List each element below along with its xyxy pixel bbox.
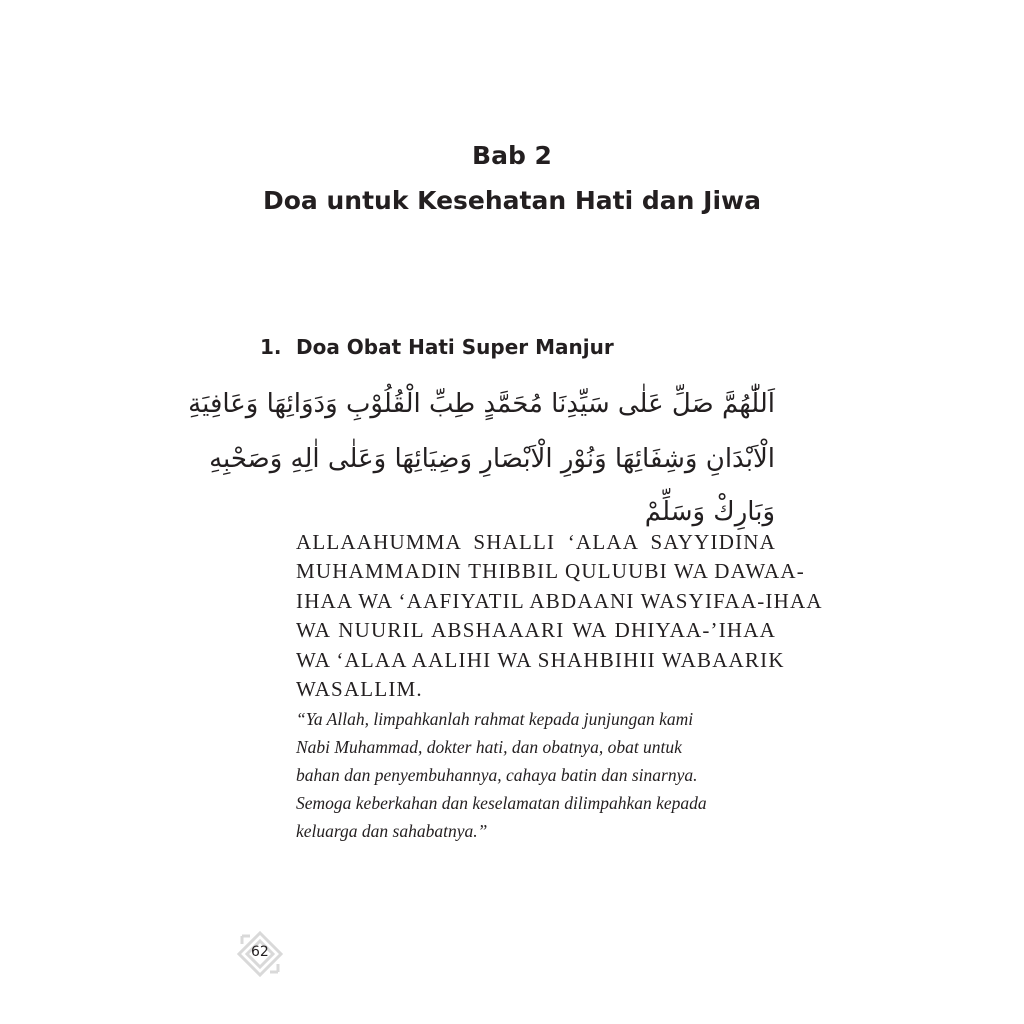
arabic-prayer-line: الْاَبْدَانِ وَشِفَائِهَا وَنُوْرِ الْاَبْصَارِ وَضِيَائِهَا وَعَلٰى اٰلِهِ وَصَحْبِهِ <box>209 444 775 474</box>
translation-line: Nabi Muhammad, dokter hati, dan obatnya, obat untuk <box>296 737 682 757</box>
chapter-title: Doa untuk Kesehatan Hati dan Jiwa <box>262 186 761 215</box>
transliteration-line: WASALLIM. <box>296 677 423 702</box>
section-number: 1. <box>260 335 282 359</box>
translation-line: bahan dan penyembuhannya, cahaya batin dan sinarnya. <box>296 765 698 785</box>
translation-line: “Ya Allah, limpahkanlah rahmat kepada junjungan kami <box>296 709 694 729</box>
page-number: 62 <box>251 944 269 960</box>
section-heading <box>260 333 614 361</box>
translation-block <box>296 705 776 845</box>
transliteration-block <box>296 528 823 704</box>
transliteration-line: WA NUURIL ABSHAAARI WA DHIYAA-’IHAA <box>296 618 776 643</box>
translation-line: Semoga keberkahan dan keselamatan dilimpahkan kepada <box>296 793 707 813</box>
arabic-prayer-line: اَللّٰهُمَّ صَلِّ عَلٰى سَيِّدِنَا مُحَمَّدٍ طِبِّ الْقُلُوْبِ وَدَوَائِهَا وَعَافِيَةِ <box>188 389 775 419</box>
transliteration-line: MUHAMMADIN THIBBIL QULUUBI WA DAWAA- <box>296 559 805 584</box>
translation-line: keluarga dan sahabatnya.” <box>296 821 488 841</box>
chapter-label: Bab 2 <box>472 141 552 170</box>
arabic-prayer-line: وَبَارِكْ وَسَلِّمْ <box>644 497 775 527</box>
transliteration-line: IHAA WA ‘AAFIYATIL ABDAANI WASYIFAA-IHAA <box>296 588 823 613</box>
transliteration-line: ALLAAHUMMA SHALLI ‘ALAA SAYYIDINA <box>296 530 776 554</box>
section-title: Doa Obat Hati Super Manjur <box>296 335 614 359</box>
transliteration-line: WA ‘ALAA AALIHI WA SHAHBIHII WABAARIK <box>296 647 785 672</box>
